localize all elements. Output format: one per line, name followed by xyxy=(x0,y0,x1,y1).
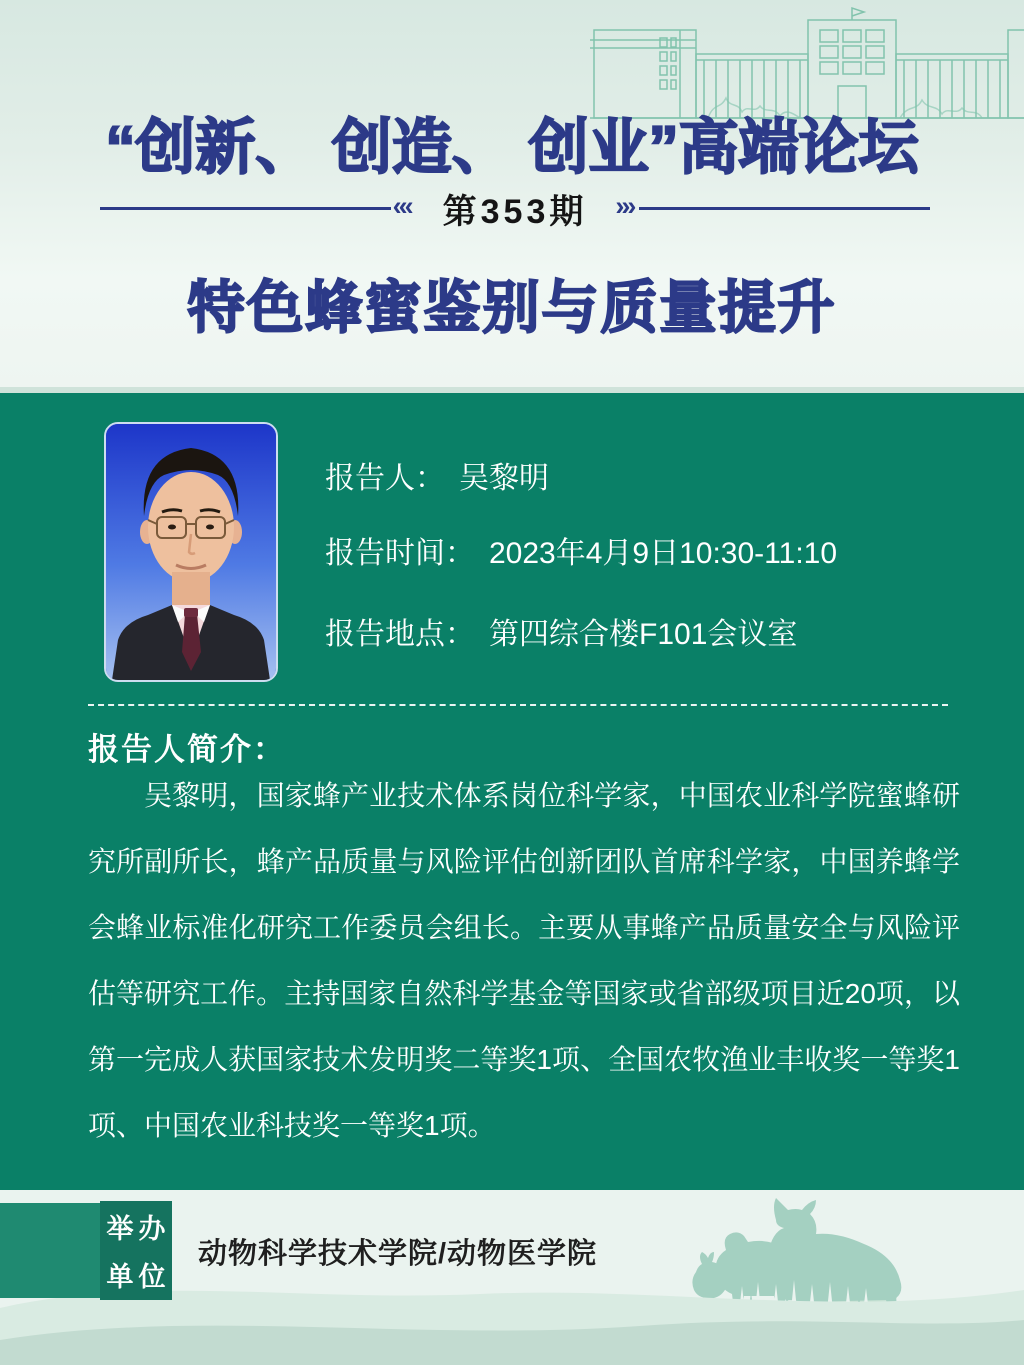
lecture-location: 第四综合楼F101会议室 xyxy=(489,618,798,651)
lecture-time: 2023年4月9日10:30-11:10 xyxy=(489,537,838,570)
speaker-portrait-icon xyxy=(106,424,276,680)
forum-title: “创新、 创造、 创业”高端论坛 xyxy=(105,114,919,181)
issue-banner xyxy=(100,188,930,231)
lecture-location-label: 报告地点： xyxy=(325,618,475,651)
flag-icon xyxy=(852,8,864,20)
dashed-divider xyxy=(88,704,948,706)
right-rule xyxy=(639,207,930,210)
footer-section xyxy=(0,1190,1024,1365)
bio-heading: 报告人简介： xyxy=(88,732,286,767)
header-section xyxy=(0,0,1024,387)
left-chevrons-icon: ‹‹‹ xyxy=(392,190,411,221)
issue-number: 第353期 xyxy=(442,192,588,231)
bio-text: 吴黎明，国家蜂产业技术体系岗位科学家，中国农业科学院蜜蜂研究所副所长，蜂产品质量与风险评估创新团队首席科学家，中国养蜂学会蜂业标准化研究工作委员会组长。主要从事蜂产品质量安全与风险评估等研究工作。主持国家自然科学基金等国家或省部级项目近20项，以第一完成人获国家技术发明奖二等奖1项、全国农牧渔业丰收奖一等奖1项、中国农业科技奖一等奖1项。 xyxy=(88,780,960,1141)
organizer-badge xyxy=(100,1201,172,1300)
right-chevrons-icon: ››› xyxy=(615,190,634,221)
lecture-time-label: 报告时间： xyxy=(325,537,475,570)
organizer-badge-line1: 举办 xyxy=(106,1214,171,1244)
speaker-name-label: 报告人： xyxy=(325,462,445,495)
speaker-name-row xyxy=(325,453,549,497)
main-section xyxy=(0,393,1024,1190)
speaker-name: 吴黎明 xyxy=(459,462,549,495)
organizer-badge-line2: 单位 xyxy=(106,1262,171,1292)
organizer-name: 动物科学技术学院/动物医学院 xyxy=(198,1238,598,1270)
lecture-title: 特色蜂蜜鉴别与质量提升 xyxy=(187,276,837,340)
lecture-time-row xyxy=(325,528,837,572)
speaker-photo xyxy=(104,422,278,682)
organizer-badge-strip xyxy=(0,1203,100,1298)
lecture-location-row xyxy=(325,609,797,653)
left-rule xyxy=(100,207,391,210)
